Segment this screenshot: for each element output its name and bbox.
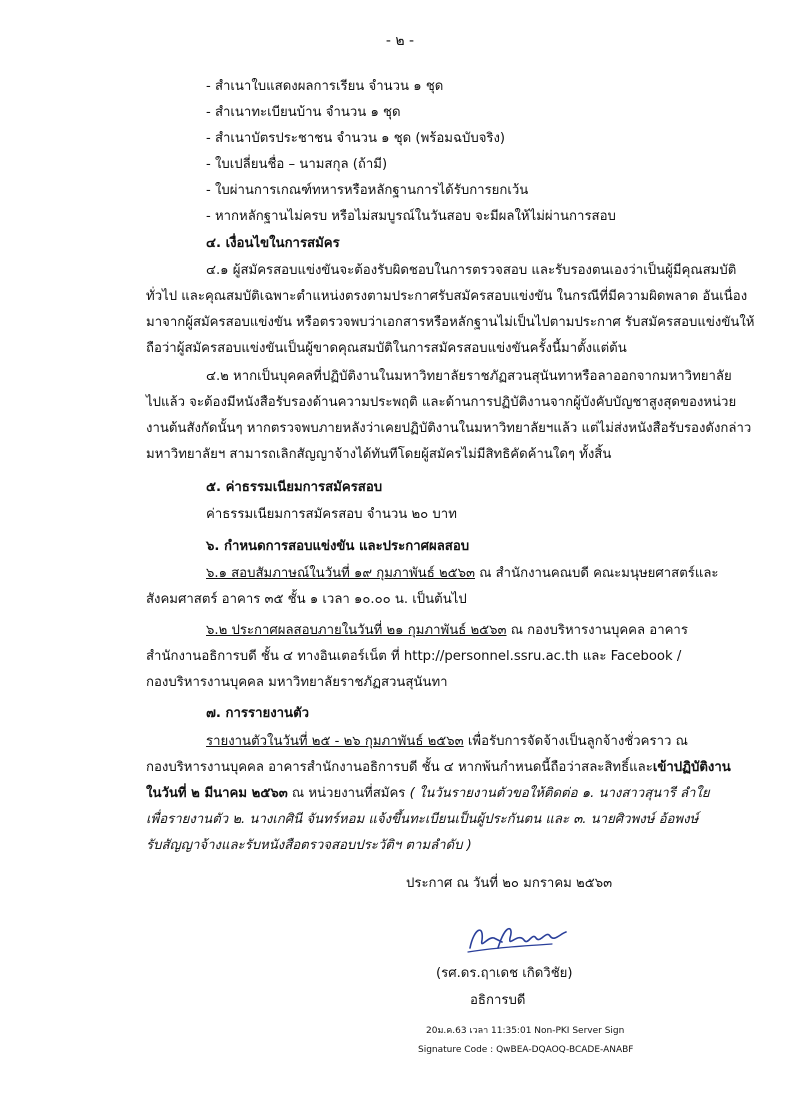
section-7-line-1	[206, 733, 688, 751]
section-5-fee: ค่าธรรมเนียมการสมัครสอบ จำนวน ๒๐ บาท	[206, 507, 457, 522]
result-location: ณ กองบริหารงานบุคคล อาคาร	[506, 623, 688, 638]
section-6-1-line-1	[206, 565, 719, 583]
doc-item-house-registration: - สำเนาทะเบียนบ้าน จำนวน ๑ ชุด	[206, 105, 401, 120]
section-4-1-line-3: มาจากผู้สมัครสอบแข่งขัน หรือตรวจพบว่าเอกสารหรือหลักฐานไม่เป็นไปตามประกาศ รับสมัครสอบแข่งขันให้	[146, 315, 755, 330]
section-7-heading: ๗. การรายงานตัว	[206, 706, 310, 721]
contact-note-1: ( ในวันรายงานตัวขอให้ติดต่อ ๑. นางสาวสุนารี ลำใย	[409, 786, 710, 801]
signature-code: Signature Code : QwBEA-DQAOQ-BCADE-ANABF	[418, 1045, 634, 1055]
signer-name: (รศ.ดร.ฤาเดช เกิดวิชัย)	[436, 966, 573, 981]
start-work-label: เข้าปฏิบัติงาน	[652, 760, 731, 775]
section-4-1-line-4: ถือว่าผู้สมัครสอบแข่งขันเป็นผู้ขาดคุณสมบัติในการสมัครสอบแข่งขันครั้งนี้มาตั้งแต่ต้น	[146, 341, 627, 356]
contact-note-2: เพื่อรายงานตัว ๒. นางเกศินี จันทร์หอม แจ้งขึ้นทะเบียนเป็นผู้ประกันตน และ ๓. นายศิวพงษ์ อ้อพงษ์	[146, 812, 699, 827]
report-location: กองบริหารงานบุคคล อาคารสำนักงานอธิการบดี ชั้น ๔ หากพ้นกำหนดนี้ถือว่าสละสิทธิ์และ	[146, 760, 653, 775]
section-4-2-line-4: มหาวิทยาลัยฯ สามารถเลิกสัญญาจ้างได้ทันทีโดยผู้สมัครไม่มีสิทธิคัดค้านใดๆ ทั้งสิ้น	[146, 447, 612, 462]
section-4-1-line-1: ๔.๑ ผู้สมัครสอบแข่งขันจะต้องรับผิดชอบในการตรวจสอบ และรับรองตนเองว่าเป็นผู้มีคุณสมบัติ	[206, 263, 737, 278]
section-6-1-line-2: สังคมศาสตร์ อาคาร ๓๕ ชั้น ๑ เวลา ๑๐.๐๐ น. เป็นต้นไป	[146, 592, 467, 607]
interview-date: ๖.๑ สอบสัมภาษณ์ในวันที่ ๑๙ กุมภาพันธ์ ๒๕๖๓	[206, 566, 475, 581]
contact-note-3: รับสัญญาจ้างและรับหนังสือตรวจสอบประวัติฯ ตามลำดับ )	[146, 838, 472, 853]
section-6-heading: ๖. กำหนดการสอบแข่งขัน และประกาศผลสอบ	[206, 539, 470, 554]
section-7-line-2	[146, 759, 731, 777]
section-4-2-line-2: ไปแล้ว จะต้องมีหนังสือรับรองด้านความประพฤติ และด้านการปฏิบัติงานจากผู้บังคับบัญชาสูงสุดของหน่วย	[146, 395, 737, 410]
report-date: รายงานตัวในวันที่ ๒๕ - ๒๖ กุมภาพันธ์ ๒๕๖๓	[206, 734, 464, 749]
interview-location: ณ สำนักงานคณบดี คณะมนุษยศาสตร์และ	[475, 566, 719, 581]
section-4-2-line-3: งานต้นสังกัดนั้นๆ หากตรวจพบภายหลังว่าเคยปฏิบัติงานในมหาวิทยาลัยฯแล้ว แต่ไม่ส่งหนังสือรับรองดังกล่าว	[146, 421, 752, 436]
page-number: - ๒ -	[385, 33, 415, 49]
section-6-2-line-1	[206, 622, 688, 640]
section-5-heading: ๕. ค่าธรรมเนียมการสมัครสอบ	[206, 480, 383, 495]
section-6-2-line-2: สำนักงานอธิการบดี ชั้น ๔ ทางอินเตอร์เน็ต ที่ http://personnel.ssru.ac.th และ Facebook /	[146, 649, 682, 664]
handwritten-signature	[462, 918, 572, 958]
doc-item-id-card: - สำเนาบัตรประชาชน จำนวน ๑ ชุด (พร้อมฉบับจริง)	[206, 131, 506, 146]
section-4-heading: ๔. เงื่อนไขในการสมัคร	[206, 236, 340, 251]
signer-position: อธิการบดี	[470, 993, 526, 1008]
start-work-place: ณ หน่วยงานที่สมัคร	[287, 786, 410, 801]
doc-item-name-change: - ใบเปลี่ยนชื่อ – นามสกุล (ถ้ามี)	[206, 157, 388, 172]
report-purpose: เพื่อรับการจัดจ้างเป็นลูกจ้างชั่วคราว ณ	[463, 734, 688, 749]
doc-item-military: - ใบผ่านการเกณฑ์ทหารหรือหลักฐานการได้รับการยกเว้น	[206, 183, 529, 198]
start-work-date: ในวันที่ ๒ มีนาคม ๒๕๖๓	[146, 786, 288, 801]
result-date: ๖.๒ ประกาศผลสอบภายในวันที่ ๒๑ กุมภาพันธ์ ๒๕๖๓	[206, 623, 507, 638]
doc-item-transcript: - สำเนาใบแสดงผลการเรียน จำนวน ๑ ชุด	[206, 79, 444, 94]
digital-sign-info: 20ม.ค.63 เวลา 11:35:01 Non-PKI Server Sign	[426, 1026, 625, 1036]
doc-item-incomplete-note: - หากหลักฐานไม่ครบ หรือไม่สมบูรณ์ในวันสอบ จะมีผลให้ไม่ผ่านการสอบ	[206, 209, 616, 224]
section-4-2-line-1: ๔.๒ หากเป็นบุคคลที่ปฏิบัติงานในมหาวิทยาลัยราชภัฏสวนสุนันทาหรือลาออกจากมหาวิทยาลัย	[206, 369, 732, 384]
section-4-1-line-2: ทั่วไป และคุณสมบัติเฉพาะตำแหน่งตรงตามประกาศรับสมัครสอบแข่งขัน ในกรณีที่มีความผิดพลาด อันเนื่อง	[146, 289, 748, 304]
section-6-2-line-3: กองบริหารงานบุคคล มหาวิทยาลัยราชภัฏสวนสุนันทา	[146, 675, 448, 690]
section-7-line-3	[146, 785, 710, 803]
announcement-date: ประกาศ ณ วันที่ ๒๐ มกราคม ๒๕๖๓	[406, 876, 613, 891]
